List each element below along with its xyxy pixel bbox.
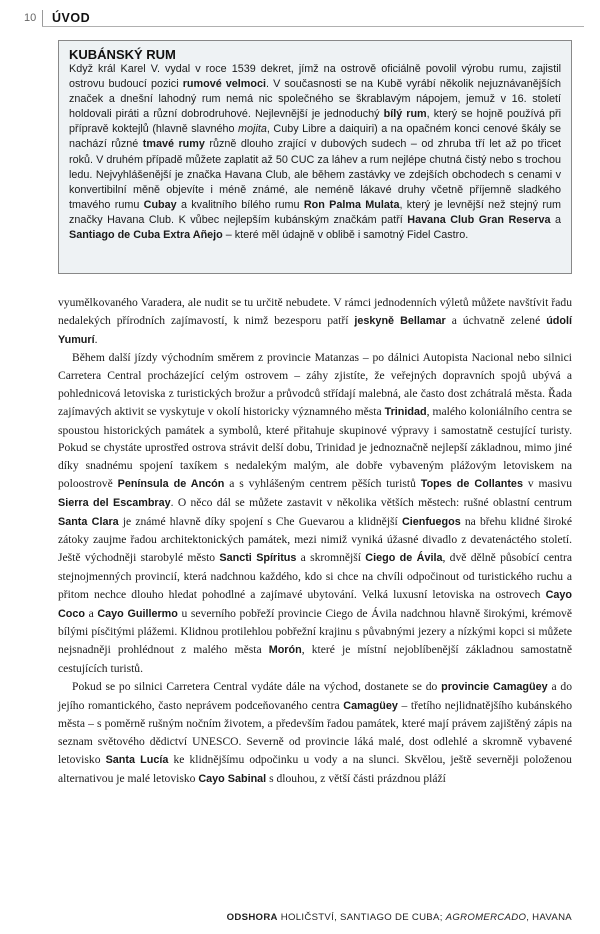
bold-term: rumové velmoci: [182, 78, 267, 91]
bold-place: Trinidad: [384, 405, 427, 418]
sidebar-box-cuban-rum: [58, 40, 572, 274]
text-run: , který je levnější než stejný rum značky Havana Club. K vůbec nejlepším kubánským značkám patří: [69, 198, 561, 226]
text-run: . V současnosti se na Kubě vyrábí několik nejuznávanějších značek a dnešní lahodný rum nemá nic společného se škrablavým nápojem, jemuž v 16. století holdovali piráti a různí dobrodruhové. Nejlevnější je jednoduchý: [69, 78, 561, 121]
section-title: ÚVOD: [52, 11, 91, 25]
caption-lead: ODSHORA: [226, 912, 278, 923]
body-paragraph-1: [58, 294, 572, 349]
body-paragraph-3: [58, 678, 572, 789]
text-run: a s vyhlášeným centrem pěších turistů: [224, 476, 421, 490]
bold-place: Santa Clara: [58, 515, 119, 528]
text-run: . O něco dál se můžete zastavit v několika větších městech: rušné oblastní centrum: [170, 495, 572, 509]
text-run: HOLIČSTVÍ, SANTIAGO DE CUBA;: [277, 912, 446, 923]
bold-term: Havana Club Gran Reserva: [407, 213, 551, 226]
bold-term: bílý rum: [383, 108, 427, 121]
text-run: Pokud se po silnici Carretera Central vydáte dále na východ, dostanete se do: [72, 679, 442, 693]
text-run: , malého koloniálního centra se spoustou historických památek a symbolů, které přitahuje skupinové výpravy i samostatně cestující turisty. Pokud se chystáte uprostřed ostrova strávit delší dobu, Trinidad je jednoznačně nejlepší základnou, mimo jiné díky snadnému spojení taxíkem s nedalekým malým, ale dobře vybaveným plážovým letoviskem na poloostrově: [58, 404, 573, 490]
bold-term: Cubay: [143, 198, 177, 211]
bold-place: Cayo Sabinal: [198, 772, 267, 785]
bold-place: jeskyně Bellamar: [354, 314, 446, 327]
bold-place: Morón: [268, 644, 302, 657]
text-run: , HAVANA: [526, 912, 572, 923]
bold-place: Topes de Collantes: [420, 477, 523, 490]
text-run: u severního pobřeží provincie Ciego de Ávila nadchnou hlavně širokými, krémově bílými písčitými plážemi. Klidnou protilehlou pobřežní krajinu s půvabnými jezery a nízkými kopci si můžete nejsnadněji prohlédnout z malého města: [58, 606, 572, 657]
bold-place: údolí Yumurí: [58, 314, 572, 346]
bold-term: Santiago de Cuba Extra Añejo: [69, 229, 223, 242]
body-text: [58, 294, 572, 789]
text-run: , dvě dělně působící centra stejnojmenných provincií, která nadchnou každého, kdo si chce na chvíli odpočinout od turistického ruchu a přitom nechce dlouho hledat pohodlné a zajímavé ubytování. Velká luxusní letoviska na ostrovech: [58, 551, 572, 601]
text-run: , Cuby Libre a daiquiri) a na opačném konci cenové škály se nachází různé: [69, 123, 561, 151]
italic-term: AGROMERCADO: [445, 912, 527, 923]
text-run: různě dlouho zrající v dubových sudech – od zhruba tří let až po třicet roků. V druhém případě můžete zaplatit až 50 CUC za láhev a rum nejlépe chutná čistý nebo s trochou ledu. Nejvyhlášenější je značka Havana Club, ale během zastávky ve zdejších obchodech s cenami v konvertibilní měně objevíte i méně známé, ale neméně lákavé druhy včetně příjemně sladkého tmavého rumu: [69, 138, 561, 211]
text-run: a: [550, 213, 561, 226]
running-header: [24, 10, 584, 30]
text-run: a skromnější: [296, 551, 366, 565]
bold-place: Camagüey: [343, 699, 398, 712]
text-run: vyumělkovaného Varadera, ale nudit se tu určitě nebudete. V rámci jednodenních výletů můžete navštívit řadu nedalekých přírodních zajímavostí, k nimž bezesporu patří: [58, 296, 572, 327]
page-number: 10: [24, 12, 37, 24]
text-run: – které měl údajně v oblibě i samotný Fidel Castro.: [222, 229, 469, 242]
bold-place: Ciego de Ávila: [365, 552, 443, 565]
bold-term: tmavé rumy: [142, 138, 205, 151]
bold-place: Cayo Guillermo: [97, 607, 178, 620]
bold-place: Sierra del Escambray: [58, 496, 171, 509]
text-run: , které je místní nejoblíbenější základnou samostatně cestujících turistů.: [58, 643, 573, 675]
bold-place: Península de Ancón: [117, 477, 225, 490]
text-run: v masivu: [522, 476, 572, 490]
header-divider: [42, 10, 43, 26]
photo-caption-footer: [227, 912, 572, 923]
text-run: Během další jízdy východním směrem z provincie Matanzas – po dálnici Autopista Nacional nebo silnici Carretera Central procházející celým ostrovem – záhy zjistíte, že veřejných dopravních spojů ubývá a pohlednicová letoviska z turistických brožur a průvodců střídají malebná, ale často dost zchátralá města. Řada zajímavých aktivit se vyskytuje v okolí historicky významného města: [58, 351, 572, 418]
bold-place: provincie Camagüey: [441, 680, 548, 693]
text-run: , který se hojně používá při přípravě koktejlů (hlavně slavného: [69, 108, 561, 136]
bold-place: Cayo Coco: [58, 588, 572, 620]
text-run: .: [94, 332, 98, 346]
bold-place: Santa Lucía: [105, 753, 169, 766]
header-rule: [42, 26, 584, 27]
bold-place: Sancti Spíritus: [219, 552, 297, 565]
text-run: na břehu klidné široké zátoky zaujme řadou architektonických památek, mezi nimiž vyniká úžasné divadlo z devatenáctého století. Ještě východněji starobylé město: [58, 514, 572, 565]
italic-term: mojita: [238, 123, 267, 136]
text-run: ke klidnějšímu odpočinku u vody a na slunci. Skvělou, ještě severněji položenou alternativou je malé letovisko: [58, 752, 572, 785]
text-run: a: [85, 606, 98, 620]
text-run: – třetího nejlidnatějšího kubánského města – s poměrně rušným nočním životem, a především řadou památek, které mají právem zajištěný zápis na seznam světového dědictví UNESCO. Severně od provincie láká malé, dost odlehlé a skromně vybavené letovisko: [58, 698, 572, 766]
bold-place: Cienfuegos: [401, 515, 461, 528]
text-run: a do jejího romantického, často neprávem podceňovaného centra: [58, 679, 572, 712]
box-paragraph: [69, 62, 561, 243]
text-run: a kvalitního bílého rumu: [176, 198, 304, 211]
text-run: je známé hlavně díky spojení s Che Guevarou a klidnější: [118, 514, 402, 528]
bold-term: Ron Palma Mulata: [303, 198, 400, 211]
box-title: KUBÁNSKÝ RUM: [69, 47, 176, 62]
body-paragraph-2: [58, 349, 572, 677]
text-run: s dlouhou, z větší části prázdnou pláží: [266, 771, 446, 785]
text-run: a úchvatně zelené: [445, 313, 547, 327]
text-run: Když král Karel V. vydal v roce 1539 dekret, jímž na ostrově oficiálně povolil výrobu rumu, zajistil ostrovu budoucí pozici: [69, 63, 561, 91]
